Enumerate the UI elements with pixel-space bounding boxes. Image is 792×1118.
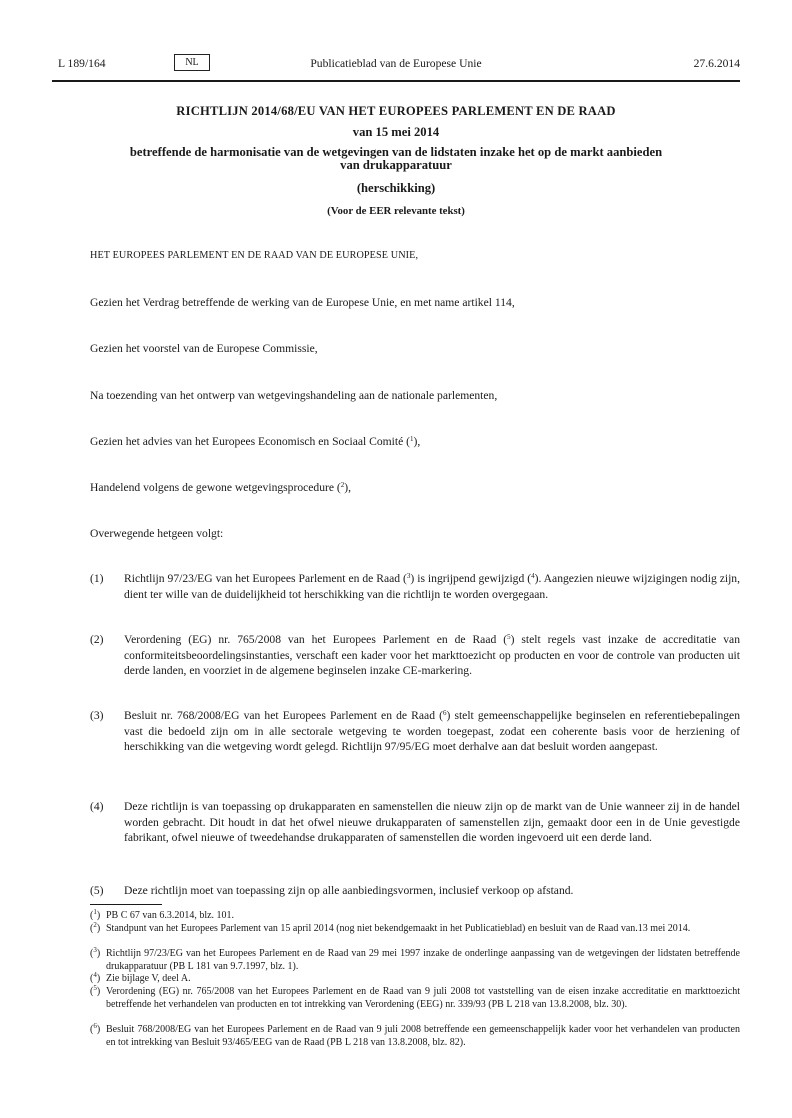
document-title-block [52, 104, 740, 217]
document-date: van 15 mei 2014 [352, 125, 440, 139]
recital-3 [90, 708, 740, 755]
citation-national-parliaments: Na toezending van het ontwerp van wetgevingshandeling aan de nationale parlementen, [90, 389, 498, 402]
recital-text: Verordening (EG) nr. 765/2008 van het Europees Parlement en de Raad ($^5$) stelt regels vast inzake de accreditatie van conformiteitsbeoordelingsinstanties, verschaft een kader voor het markttoezicht op producten en voor de controle van producten uit derde landen, en voorziet in de algemene beginselen inzake CE-markering. [124, 633, 740, 677]
footnote-marker: ($^4$) [90, 971, 101, 984]
footnote-text: Richtlijn 97/23/EG van het Europees Parlement en de Raad van 29 mei 1997 inzake de onderlinge aanpassing van de wetgevingen der lidstaten betreffende drukapparatuur (PB L 181 van 9.7.1997, blz. 1). [106, 948, 740, 972]
recital-number: (5) [90, 884, 104, 897]
footnote-text: Verordening (EG) nr. 765/2008 van het Europees Parlement en de Raad van 9 juli 2008 tot vaststelling van de eisen inzake accreditatie en markttoezicht betreffende het verhandelen van producten en tot intrekking van Verordening (EEG) nr. 339/93 (PB L 218 van 13.8.2008, blz. 30). [106, 986, 740, 1010]
page-header [52, 54, 740, 76]
document-subject-line-1: betreffende de harmonisatie van de wetgevingen van de lidstaten inzake het op de markt aanbieden [129, 145, 663, 159]
footnote-6 [90, 1024, 740, 1049]
recital-text: Besluit nr. 768/2008/EG van het Europees Parlement en de Raad ($^6$) stelt gemeenschappelijke beginselen en referentiebepalingen vast die bedoeld zijn om in alle sectorale wetgeving te worden toegepast, zodat een coherente basis voor de herziening of herschikking van die wetgeving wordt gelegd. Richtlijn 97/95/EG moet derhalve aan dat besluit worden aangepast. [124, 709, 740, 753]
publication-title: Publicatieblad van de Europese Unie [310, 57, 482, 70]
recital-2 [90, 632, 740, 679]
footnote-marker: ($^3$) [90, 946, 101, 959]
footnote-2 [90, 923, 740, 936]
footnote-marker: ($^6$) [90, 1022, 101, 1035]
recital-text: Richtlijn 97/23/EG van het Europees Parlement en de Raad ($^3$) is ingrijpend gewijzigd ($^4$). Aangezien nieuwe wijzigingen nodig zijn, dient ter wille van de duidelijkheid tot herschikking van die richtlijn te worden overgegaan. [124, 572, 740, 601]
footnote-text: Standpunt van het Europees Parlement van 15 april 2014 (nog niet bekendgemaakt in het Publicatieblad) en besluit van de Raad van.13 mei 2014. [106, 923, 691, 934]
document-subject-line-2: van drukapparatuur [340, 158, 452, 172]
citation-procedure: Handelend volgens de gewone wetgevingsprocedure ($^2$), [90, 481, 352, 494]
footnote-ref[interactable]: 5 [507, 633, 511, 641]
document-recast-label: (herschikking) [356, 181, 436, 195]
footnote-ref[interactable]: 6 [442, 709, 447, 717]
footnote-ref[interactable]: 1 [410, 435, 414, 443]
footnote-ref[interactable]: 2 [340, 481, 345, 489]
header-rule [52, 80, 740, 82]
footnote-text: Besluit 768/2008/EG van het Europees Parlement en de Raad van 9 juli 2008 betreffende een gemeenschappelijk kader voor het verhandelen van producten en tot intrekking van Besluit 93/465/EEG van de Raad (PB L 218 van 13.8.2008, blz. 82). [106, 1024, 740, 1048]
eea-relevance-label: (Voor de EER relevante tekst) [327, 205, 465, 217]
footnote-separator [90, 904, 162, 905]
recital-number: (4) [90, 800, 104, 813]
footnote-marker: ($^2$) [90, 921, 101, 934]
page-reference: L 189/164 [58, 57, 106, 70]
recital-4 [90, 799, 740, 846]
document-subject [52, 146, 740, 172]
recital-number: (2) [90, 633, 104, 646]
footnote-marker: ($^1$) [90, 908, 101, 921]
footnote-3 [90, 948, 740, 973]
footnote-marker: ($^5$) [90, 984, 101, 997]
recital-text: Deze richtlijn is van toepassing op drukapparaten en samenstellen die nieuw zijn op de markt van de Unie wanneer zij in de handel worden gebracht. Dit houdt in dat het ofwel nieuwe drukapparaten of samenstellen zijn, gemaakt door een in de Unie gevestigde fabrikant, ofwel nieuwe of tweedehandse drukapparaten of samenstellen die worden ingevoerd uit een derde land. [124, 800, 740, 844]
recital-number: (1) [90, 572, 104, 585]
recital-5 [90, 883, 740, 899]
preamble-authors: HET EUROPEES PARLEMENT EN DE RAAD VAN DE EUROPESE UNIE, [90, 250, 419, 261]
footnote-4 [90, 973, 740, 986]
citation-esc-opinion: Gezien het advies van het Europees Economisch en Sociaal Comité ($^1$), [90, 435, 421, 448]
recital-1 [90, 571, 740, 602]
footnote-5 [90, 986, 740, 1011]
language-badge: NL [174, 54, 210, 71]
whereas-intro: Overwegende hetgeen volgt: [90, 527, 224, 540]
footnote-text: Zie bijlage V, deel A. [106, 973, 191, 984]
publication-date: 27.6.2014 [693, 57, 740, 70]
document-title: RICHTLIJN 2014/68/EU VAN HET EUROPEES PARLEMENT EN DE RAAD [176, 104, 616, 118]
footnote-1 [90, 910, 740, 923]
recital-number: (3) [90, 709, 104, 722]
footnote-text: PB C 67 van 6.3.2014, blz. 101. [106, 910, 235, 921]
citation-proposal: Gezien het voorstel van de Europese Commissie, [90, 342, 318, 355]
footnote-ref[interactable]: 4 [531, 572, 535, 580]
recital-text: Deze richtlijn moet van toepassing zijn op alle aanbiedingsvormen, inclusief verkoop op afstand. [124, 884, 574, 897]
citation-treaty: Gezien het Verdrag betreffende de werking van de Europese Unie, en met name artikel 114, [90, 296, 515, 309]
footnote-ref[interactable]: 3 [406, 572, 411, 580]
